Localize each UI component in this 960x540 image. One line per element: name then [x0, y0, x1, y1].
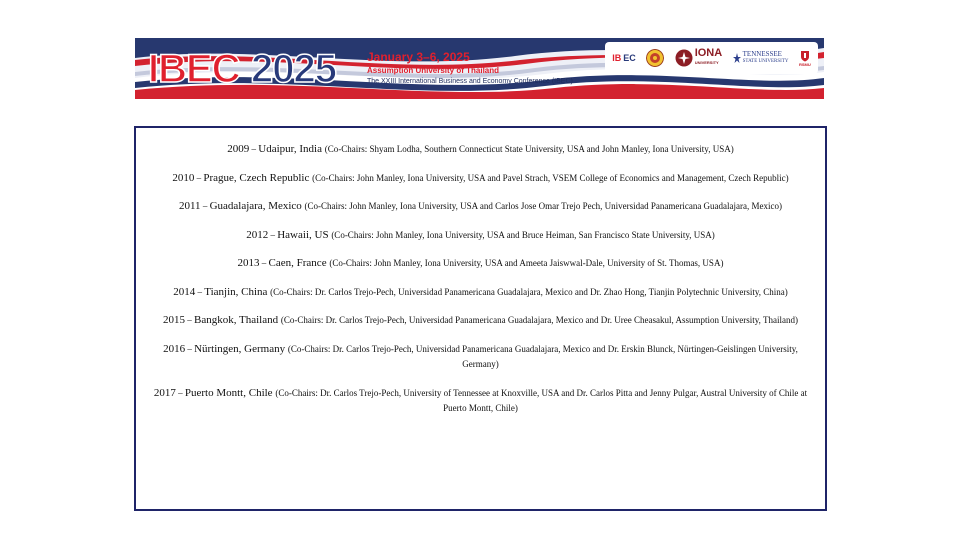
entry-separator: –	[185, 343, 195, 354]
year-wordmark: 2025	[251, 47, 336, 91]
iona-seal-icon	[675, 49, 693, 67]
sponsor-logo-strip	[605, 42, 818, 74]
entry-place: Puerto Montt, Chile	[184, 386, 273, 399]
history-entry-2017	[146, 386, 815, 417]
entry-place: Bangkok, Thailand	[193, 314, 279, 326]
history-entry-2011	[146, 199, 815, 215]
ibec-logo-text-a: IB	[612, 53, 622, 63]
entry-separator: –	[194, 172, 204, 183]
entry-separator: –	[259, 258, 269, 268]
rsmu-logo-text: RSMU	[798, 61, 811, 67]
entry-place: Guadalajara, Mexico	[209, 200, 302, 212]
entry-separator: –	[184, 315, 194, 325]
conference-banner	[135, 38, 824, 99]
entry-separator: –	[195, 286, 205, 297]
entry-place: Nürtingen, Germany	[194, 342, 286, 355]
entry-year: 2012	[246, 228, 269, 241]
entry-year: 2009	[227, 143, 250, 155]
assumption-seal-icon	[646, 49, 664, 67]
entry-separator: –	[200, 201, 210, 211]
entry-year: 2017	[153, 386, 176, 399]
tsu-logo-text-line2: STATE UNIVERSITY	[742, 59, 789, 64]
entry-separator: –	[175, 387, 185, 398]
entry-details: (Co-Chairs: John Manley, Iona University, USA and Pavel Strach, VSEM College of Economics and Management, Czech Republic)	[312, 172, 789, 183]
entry-details: (Co-Chairs: Dr. Carlos Trejo-Pech, Universidad Panamericana Guadalajara, Mexico and Dr. Erskin Blunck, Nürtingen-Geislingen University, Germany)	[287, 343, 798, 369]
ibec-wordmark: IBEC	[148, 47, 240, 91]
conference-venue: Assumption University of Thailand	[367, 66, 500, 75]
iona-university-logo	[675, 49, 723, 67]
entry-place: Prague, Czech Republic	[203, 171, 310, 184]
entry-separator: –	[249, 144, 259, 154]
ibec-logo-text-b: EC	[623, 53, 636, 63]
assumption-university-seal-logo	[646, 49, 664, 67]
entry-details: (Co-Chairs: Shyam Lodha, Southern Connecticut State University, USA and John Manley, Iona University, USA)	[324, 144, 734, 154]
entry-details: (Co-Chairs: Dr. Carlos Trejo-Pech, Universidad Panamericana Guadalajara, Mexico and Dr. Zhao Hong, Tianjin Polytechnic University, China)	[270, 286, 788, 297]
entry-place: Udaipur, India	[258, 143, 322, 155]
entry-place: Tianjin, China	[204, 285, 268, 298]
entry-place: Caen, France	[268, 257, 327, 269]
entry-year: 2015	[162, 314, 185, 326]
entry-details: (Co-Chairs: John Manley, Iona University, USA and Carlos Jose Omar Trejo Pech, Universidad Panamericana Guadalajara, Mexico)	[304, 201, 783, 211]
history-entry-2014	[146, 285, 815, 301]
iona-logo-subtext: UNIVERSITY	[694, 60, 719, 65]
entry-year: 2014	[173, 285, 196, 298]
tsu-star-icon	[733, 53, 741, 63]
conference-history-box	[134, 126, 827, 511]
entry-year: 2011	[178, 200, 201, 212]
entry-year: 2010	[172, 171, 195, 184]
history-entry-2016	[146, 342, 815, 373]
history-entry-2010	[146, 171, 815, 187]
conference-date: January 3–6, 2025	[367, 50, 470, 64]
rsmu-crest-icon	[800, 50, 810, 62]
conference-title: The XXIII International Business and Economy Conference (IBEC)	[367, 78, 573, 85]
history-entry-2012	[146, 228, 815, 244]
entry-place: Hawaii, US	[277, 228, 329, 241]
history-entry-2013	[146, 256, 815, 272]
entry-details: (Co-Chairs: Dr. Carlos Trejo-Pech, Universidad Panamericana Guadalajara, Mexico and Dr. Uree Cheasakul, Assumption University, Thailand)	[280, 315, 798, 325]
history-entry-2015	[146, 313, 815, 329]
entry-details: (Co-Chairs: John Manley, Iona University, USA and Ameeta Jaiswwal-Dale, University of St. Thomas, USA)	[329, 258, 724, 268]
entry-year: 2013	[237, 257, 260, 269]
entry-separator: –	[268, 229, 278, 240]
rsmu-logo	[799, 50, 811, 67]
tennessee-state-university-logo	[733, 51, 789, 65]
iona-logo-text: IONA	[694, 47, 723, 59]
entry-details: (Co-Chairs: Dr. Carlos Trejo-Pech, University of Tennessee at Knoxville, USA and Dr. Carlos Pitta and Jenny Pulgar, Austral University of Chile at Puerto Montt, Chile)	[275, 387, 808, 413]
history-entry-2009	[146, 142, 815, 158]
entry-details: (Co-Chairs: John Manley, Iona University, USA and Bruce Heiman, San Francisco State University, USA)	[331, 229, 715, 240]
tsu-logo-text-line1: TENNESSEE	[742, 50, 782, 58]
entry-year: 2016	[163, 342, 186, 355]
ibec-logo	[612, 53, 636, 63]
